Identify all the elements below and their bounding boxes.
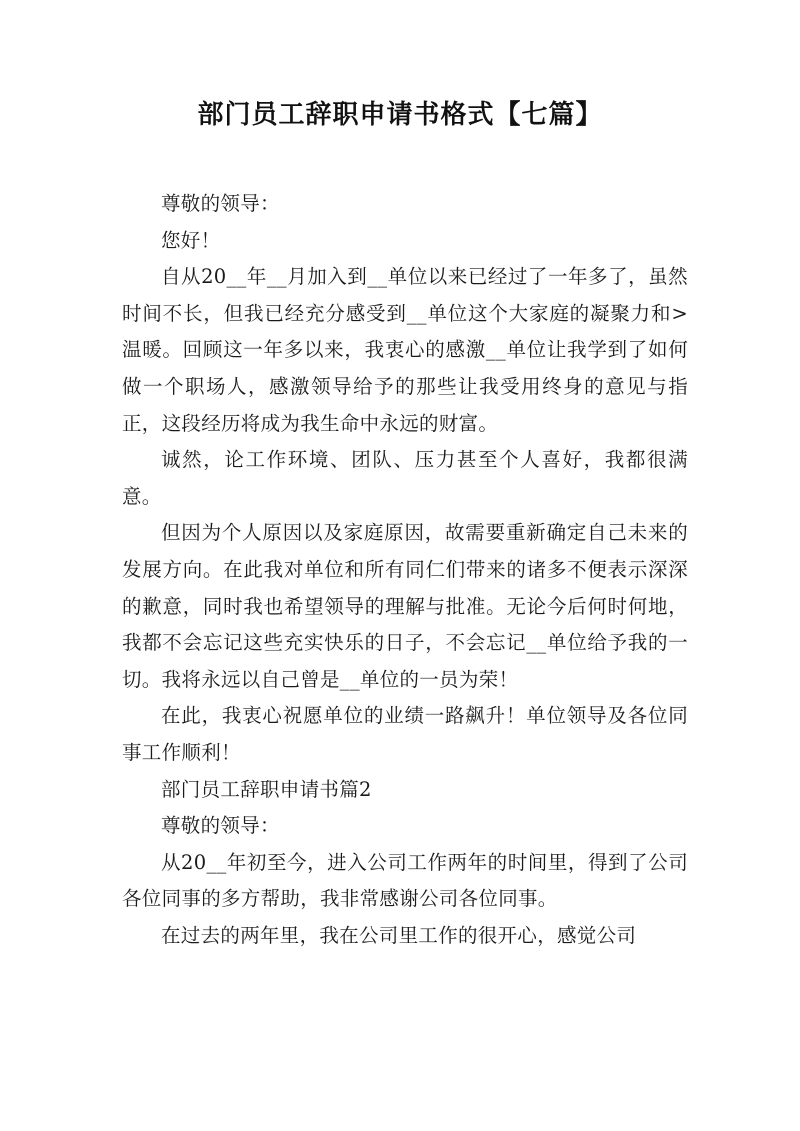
salutation: 尊敬的领导： bbox=[161, 814, 280, 838]
body-paragraph: 诚然，论工作环境、团队、压力甚至个人喜好，我都很满意。 bbox=[122, 448, 688, 508]
greeting: 您好！ bbox=[161, 228, 221, 252]
section-heading: 部门员工辞职申请书篇2 bbox=[161, 777, 372, 801]
body-paragraph: 在过去的两年里，我在公司里工作的很开心，感觉公司 bbox=[161, 923, 637, 947]
document-title: 部门员工辞职申请书格式【七篇】 bbox=[197, 100, 603, 130]
body-paragraph: 但因为个人原因以及家庭原因，故需要重新确定自己未来的发展方向。在此我对单位和所有同仁们带来的诸多不便表示深深的歉意，同时我也希望领导的理解与批准。无论今后何时何地，我都不会忘记这些充实快乐的日子，不会忘记__单位给予我的一切。我将永远以自己曾是__单位的一员为荣！ bbox=[122, 521, 688, 691]
body-paragraph: 从20__年初至今，进入公司工作两年的时间里，得到了公司各位同事的多方帮助，我非常感谢公司各位同事。 bbox=[122, 850, 688, 911]
document-body bbox=[122, 186, 688, 954]
body-paragraph: 自从20__年__月加入到__单位以来已经过了一年多了，虽然时间不长，但我已经充分感受到__单位这个大家庭的凝聚力和>温暖。回顾这一年多以来，我衷心的感激__单位让我学到了如何做一个职场人，感激领导给予的那些让我受用终身的意见与指正，这段经历将成为我生命中永远的财富。 bbox=[122, 265, 688, 435]
salutation: 尊敬的领导： bbox=[161, 192, 280, 215]
body-paragraph: 在此，我衷心祝愿单位的业绩一路飙升！单位领导及各位同事工作顺利！ bbox=[122, 704, 688, 764]
